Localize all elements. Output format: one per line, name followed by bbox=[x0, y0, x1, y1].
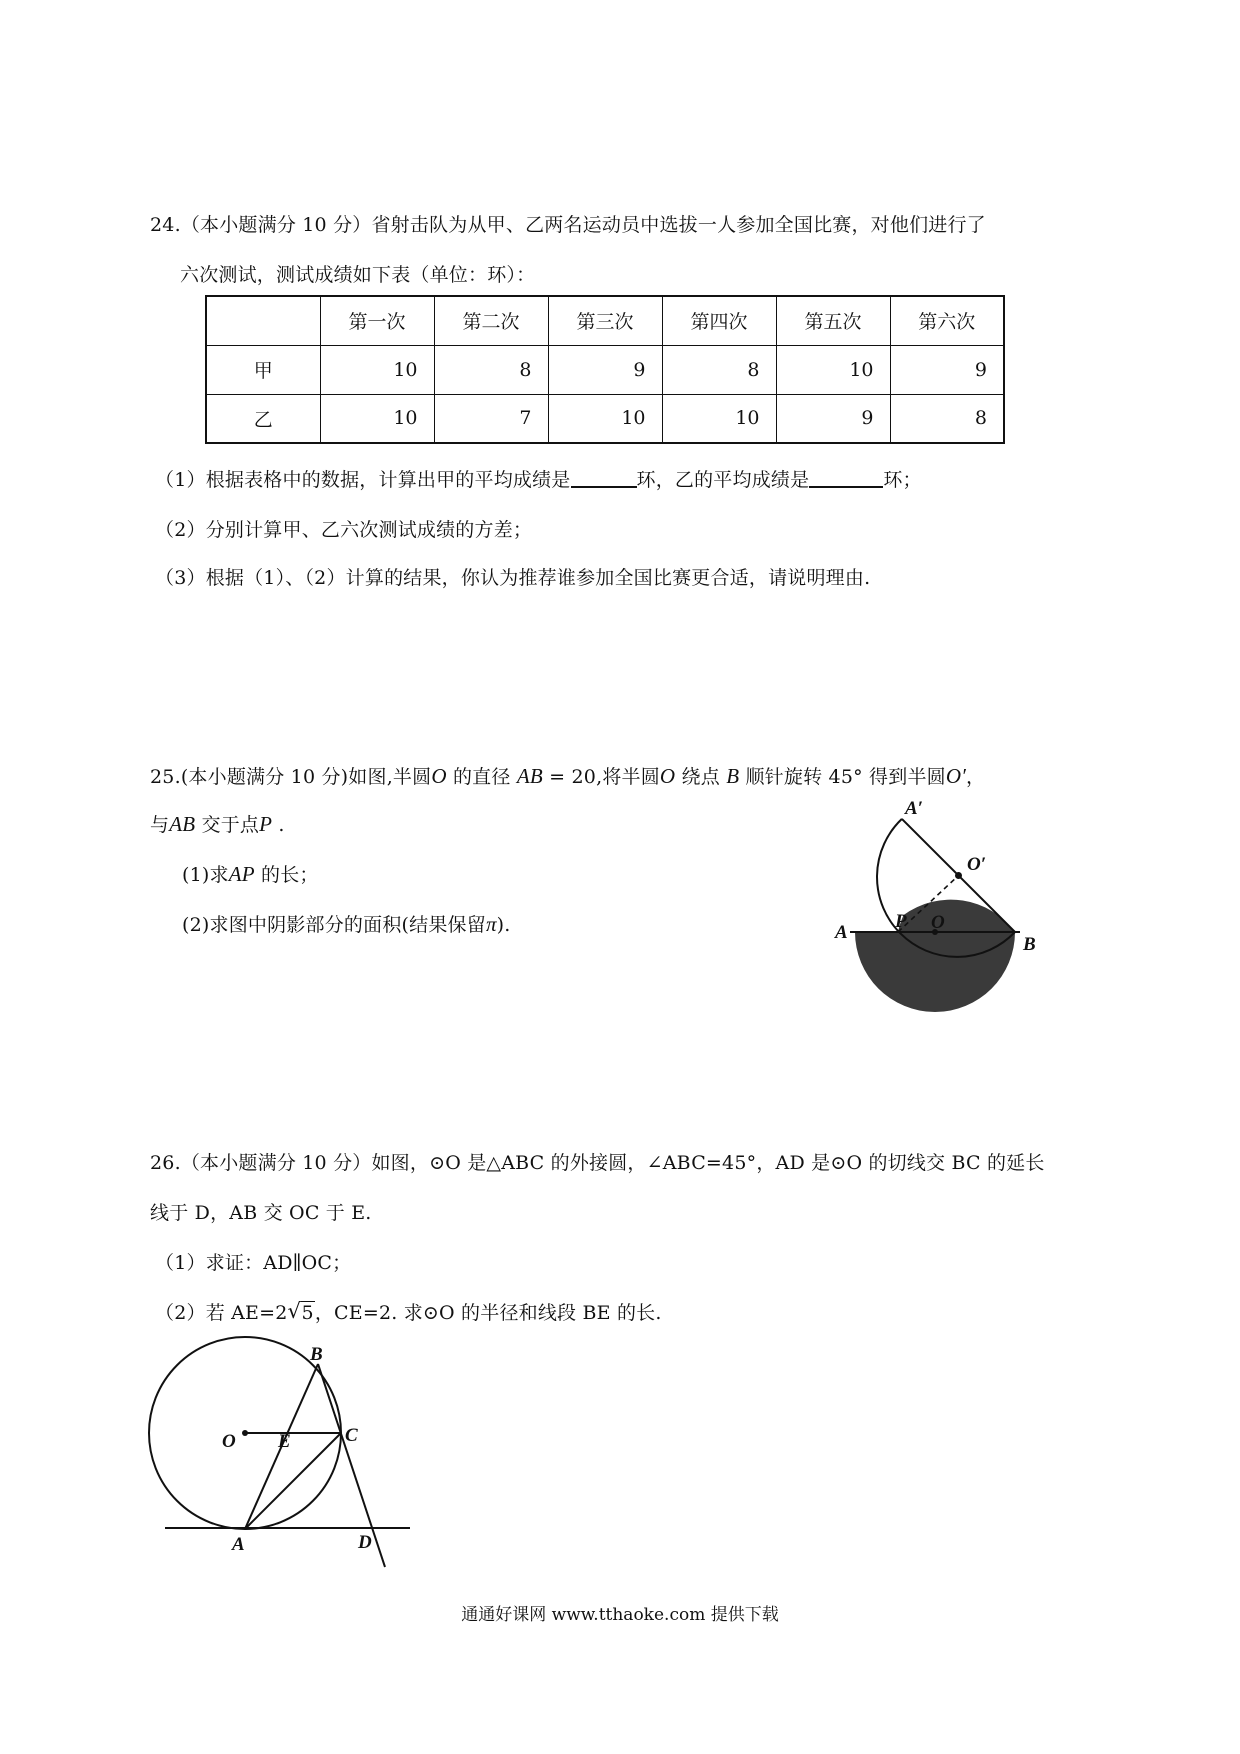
table-header-cell bbox=[206, 296, 320, 345]
table-cell: 8 bbox=[434, 345, 548, 394]
table-header-cell: 第三次 bbox=[548, 296, 662, 345]
q25-stem-line2 bbox=[150, 810, 285, 837]
label-D: D bbox=[358, 1532, 372, 1553]
q26-text: （2）若 AE=2 bbox=[155, 1302, 288, 1324]
table-cell: 10 bbox=[776, 345, 890, 394]
math-O: O bbox=[431, 764, 447, 788]
row-label-yi: 乙 bbox=[206, 394, 320, 443]
table-cell: 7 bbox=[434, 394, 548, 443]
q25-text: ). bbox=[496, 914, 511, 936]
math-eq: = 20 bbox=[549, 766, 597, 788]
math-AB: AB bbox=[516, 764, 543, 788]
table-cell: 9 bbox=[890, 345, 1004, 394]
q25-text: 25.(本小题满分 10 分)如图,半圆 bbox=[150, 766, 432, 788]
q26-stem-line2: 线于 D，AB 交 OC 于 E. bbox=[150, 1202, 372, 1224]
table-header-cell: 第二次 bbox=[434, 296, 548, 345]
q25-text: ,将半圆 bbox=[596, 766, 660, 788]
semicircle-rotation-figure bbox=[835, 800, 1035, 1030]
math-P: P bbox=[259, 812, 273, 836]
q25-text: (2)求图中阴影部分的面积(结果保留 bbox=[182, 914, 486, 936]
score-table bbox=[205, 295, 1005, 444]
math-AB: AB bbox=[169, 812, 196, 836]
q24-stem-line1: 24.（本小题满分 10 分）省射击队为从甲、乙两名运动员中选拔一人参加全国比赛，对他们进行了 bbox=[150, 214, 986, 236]
q26-stem-line1: 26.（本小题满分 10 分）如图，⊙O 是△ABC 的外接圆，∠ABC=45°，AD 是⊙O 的切线交 BC 的延长 bbox=[150, 1152, 1045, 1174]
math-AP: AP bbox=[228, 862, 255, 886]
q25-text: ， bbox=[966, 766, 986, 788]
q24-sub3: （3）根据（1）、（2）计算的结果，你认为推荐谁参加全国比赛更合适，请说明理由. bbox=[155, 567, 871, 589]
answer-blank-yi[interactable] bbox=[809, 468, 883, 488]
label-O: O bbox=[931, 912, 945, 933]
table-cell: 10 bbox=[548, 394, 662, 443]
table-cell: 10 bbox=[320, 345, 434, 394]
table-cell: 8 bbox=[662, 345, 776, 394]
table-header-cell: 第四次 bbox=[662, 296, 776, 345]
table-header-cell: 第一次 bbox=[320, 296, 434, 345]
label-A: A bbox=[232, 1534, 245, 1555]
answer-blank-jia[interactable] bbox=[571, 468, 637, 488]
q25-text: 与 bbox=[150, 814, 170, 836]
sqrt-symbol bbox=[290, 1302, 315, 1324]
row-label-jia: 甲 bbox=[206, 345, 320, 394]
q25-text: 的直径 bbox=[452, 766, 511, 788]
line-BD bbox=[318, 1364, 385, 1567]
math-O: O bbox=[659, 764, 676, 788]
circle-tangent-figure bbox=[140, 1345, 400, 1575]
q24-sub1 bbox=[155, 465, 922, 492]
q25-text: . bbox=[272, 814, 285, 836]
q26-sub2 bbox=[155, 1298, 662, 1325]
math-O-prime: O′ bbox=[945, 764, 967, 788]
table-cell: 9 bbox=[548, 345, 662, 394]
q24-sub1-text-a: （1）根据表格中的数据，计算出甲的平均成绩是 bbox=[155, 469, 571, 491]
label-O1: O′ bbox=[967, 854, 987, 875]
q25-text: (1)求 bbox=[182, 864, 229, 886]
table-cell: 10 bbox=[662, 394, 776, 443]
table-header-row bbox=[206, 296, 1004, 345]
q26-sub1: （1）求证：AD∥OC； bbox=[155, 1252, 352, 1274]
math-pi: π bbox=[485, 912, 497, 936]
point-O1 bbox=[955, 872, 962, 879]
q25-text: 的长； bbox=[261, 864, 319, 886]
math-B: B bbox=[726, 764, 740, 788]
label-C: C bbox=[345, 1425, 358, 1446]
point-O bbox=[242, 1430, 248, 1436]
label-A1: A′ bbox=[905, 798, 924, 819]
q26-text: ，CE=2. 求⊙O 的半径和线段 BE 的长. bbox=[314, 1302, 662, 1324]
q25-sub1 bbox=[182, 860, 319, 887]
label-A: A bbox=[835, 922, 848, 943]
table-cell: 8 bbox=[890, 394, 1004, 443]
label-B: B bbox=[310, 1344, 323, 1365]
label-B: B bbox=[1023, 934, 1036, 955]
segment-AC bbox=[245, 1433, 341, 1529]
label-E: E bbox=[278, 1431, 291, 1452]
table-row bbox=[206, 345, 1004, 394]
q24-sub1-text-b: 环，乙的平均成绩是 bbox=[636, 469, 810, 491]
label-O: O bbox=[222, 1431, 236, 1452]
table-header-cell: 第五次 bbox=[776, 296, 890, 345]
q24-sub1-text-c: 环； bbox=[883, 469, 922, 491]
table-cell: 9 bbox=[776, 394, 890, 443]
q25-text: 顺针旋转 45° 得到半圆 bbox=[745, 766, 946, 788]
q25-text: 绕点 bbox=[681, 766, 720, 788]
table-row bbox=[206, 394, 1004, 443]
sqrt-radicand: 5 bbox=[301, 1302, 314, 1324]
q25-text: 交于点 bbox=[201, 814, 260, 836]
label-P: P bbox=[895, 911, 907, 932]
q25-sub2 bbox=[182, 910, 511, 937]
table-header-cell: 第六次 bbox=[890, 296, 1004, 345]
q24-stem-line2: 六次测试，测试成绩如下表（单位：环）： bbox=[180, 264, 536, 286]
q24-sub2: （2）分别计算甲、乙六次测试成绩的方差； bbox=[155, 519, 533, 541]
page-footer: 通通好课网 www.tthaoke.com 提供下载 bbox=[461, 1605, 779, 1625]
q25-stem-line1 bbox=[150, 762, 985, 789]
table-cell: 10 bbox=[320, 394, 434, 443]
